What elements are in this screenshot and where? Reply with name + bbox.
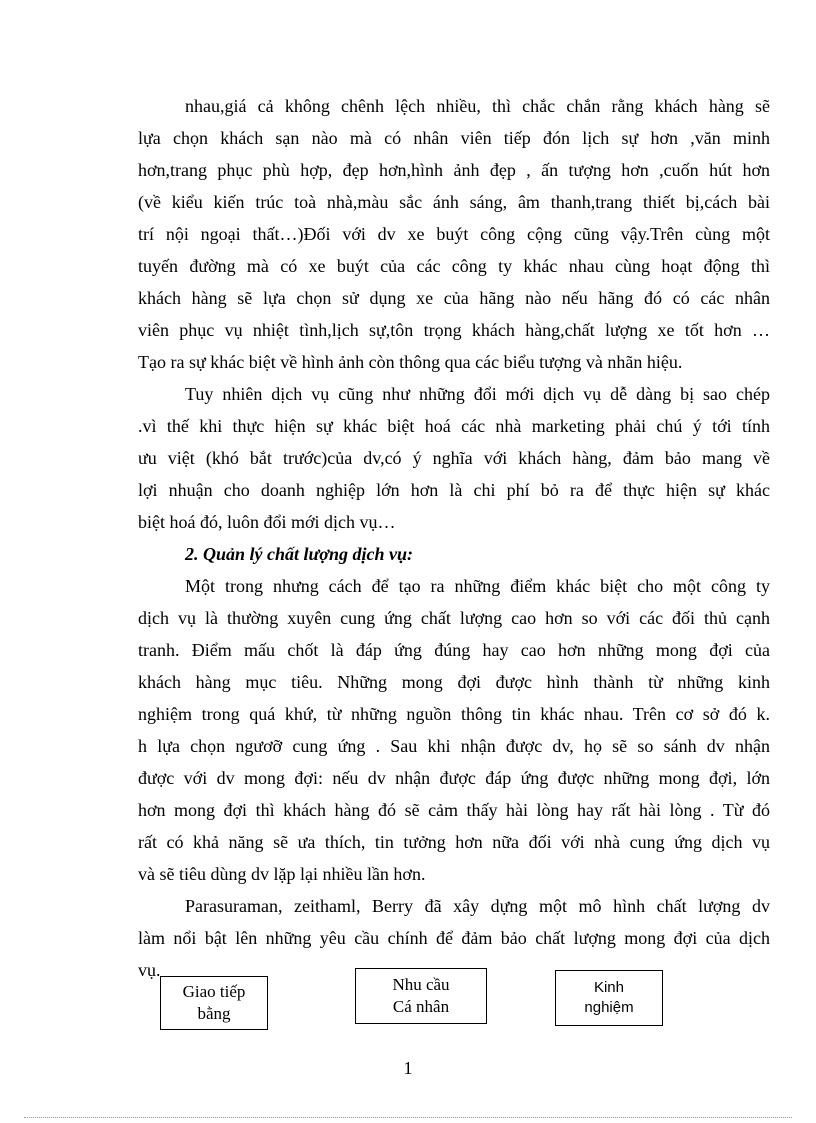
paragraph-line: viên phục vụ nhiệt tình,lịch sự,tôn trọng khách hàng,chất lượng xe tốt hơn … xyxy=(138,320,770,340)
paragraph-line: hơn mong đợi thì khách hàng đó sẽ cảm thấy hài lòng hay rất hài lòng . Từ đó xyxy=(138,800,770,820)
diagram-box-label: Nhu cầu xyxy=(392,975,450,994)
diagram-box-label: Cá nhân xyxy=(392,997,450,1016)
paragraph-line: dịch vụ là thường xuyên cung ứng chất lượng cao hơn so với các đối thủ cạnh xyxy=(138,608,770,628)
paragraph-line: tranh. Điểm mấu chốt là đáp ứng đúng hay cao hơn những mong đợi của xyxy=(138,640,770,660)
diagram-box-label: bằng xyxy=(197,1004,231,1023)
paragraph-line: khách hàng sẽ lựa chọn sử dụng xe của hãng nào nếu hãng đó có các nhân xyxy=(138,288,770,308)
paragraph-line: ưu việt (khó bắt trước)của dv,có ý nghĩa với khách hàng, đảm bảo mang về xyxy=(138,448,770,468)
diagram-box-communication xyxy=(160,976,268,1030)
diagram-box-experience xyxy=(555,970,663,1026)
paragraph-line: Parasuraman, zeithaml, Berry đã xây dựng một mô hình chất lượng dv xyxy=(185,896,770,916)
paragraph-line: và sẽ tiêu dùng dv lặp lại nhiều lần hơn. xyxy=(138,864,426,884)
paragraph-line: (về kiểu kiến trúc toà nhà,màu sắc ánh sáng, âm thanh,trang thiết bị,cách bài xyxy=(138,192,770,212)
diagram-box-personal-needs xyxy=(355,968,487,1024)
paragraph-line: Một trong nhưng cách để tạo ra những điểm khác biệt cho một công ty xyxy=(185,576,770,596)
paragraph-line: hơn,trang phục phù hợp, đẹp hơn,hình ảnh đẹp , ấn tượng hơn ,cuốn hút hơn xyxy=(138,160,770,180)
paragraph-line: nhau,giá cả không chênh lệch nhiều, thì chắc chắn rằng khách hàng sẽ xyxy=(185,96,770,116)
section-heading: 2. Quản lý chất lượng dịch vụ: xyxy=(185,544,413,564)
paragraph-line: nghiệm trong quá khứ, từ những nguồn thông tin khác nhau. Trên cơ sở đó k. xyxy=(138,704,770,724)
paragraph-line: làm nổi bật lên những yêu cầu chính để đảm bảo chất lượng mong đợi của dịch xyxy=(138,928,770,948)
paragraph-line: lựa chọn khách sạn nào mà có nhân viên tiếp đón lịch sự hơn ,văn minh xyxy=(138,128,770,148)
page-number: 1 xyxy=(403,1058,413,1078)
paragraph-line: h lựa chọn ngươỡ cung ứng . Sau khi nhận được dv, họ sẽ so sánh dv nhận xyxy=(138,736,770,756)
paragraph-line: vụ. xyxy=(138,960,161,980)
paragraph-line: khách hàng mục tiêu. Những mong đợi được hình thành từ những kinh xyxy=(138,672,770,692)
paragraph-line: .vì thế khi thực hiện sự khác biệt hoá các nhà marketing phải chú ý tới tính xyxy=(138,416,770,436)
paragraph-line: lợi nhuận cho doanh nghiệp lớn hơn là chi phí bỏ ra để thực hiện sự khác xyxy=(138,480,770,500)
paragraph-line: Tuy nhiên dịch vụ cũng như những đổi mới dịch vụ dễ dàng bị sao chép xyxy=(185,384,770,404)
paragraph-line: được với dv mong đợi: nếu dv nhận được đáp ứng được những mong đợi, lớn xyxy=(138,768,770,788)
diagram-box-label: Giao tiếp xyxy=(182,982,246,1001)
footer-divider xyxy=(24,1117,792,1118)
paragraph-line: biệt hoá đó, luôn đổi mới dịch vụ… xyxy=(138,512,396,532)
paragraph-line: trí nội ngoại thất…)Đối với dv xe buýt công cộng cũng vậy.Trên cùng một xyxy=(138,224,770,244)
paragraph-line: Tạo ra sự khác biệt về hình ảnh còn thông qua các biểu tượng và nhãn hiệu. xyxy=(138,352,683,372)
paragraph-line: tuyến đường mà có xe buýt của các công ty khác nhau cùng hoạt động thì xyxy=(138,256,770,276)
body-text xyxy=(138,90,770,986)
diagram-box-label: nghiệm xyxy=(584,999,634,1016)
paragraph-line: rất có khả năng sẽ ưa thích, tin tưởng hơn nữa đối với nhà cung ứng dịch vụ xyxy=(138,832,770,852)
diagram-box-label: Kinh xyxy=(593,979,624,996)
